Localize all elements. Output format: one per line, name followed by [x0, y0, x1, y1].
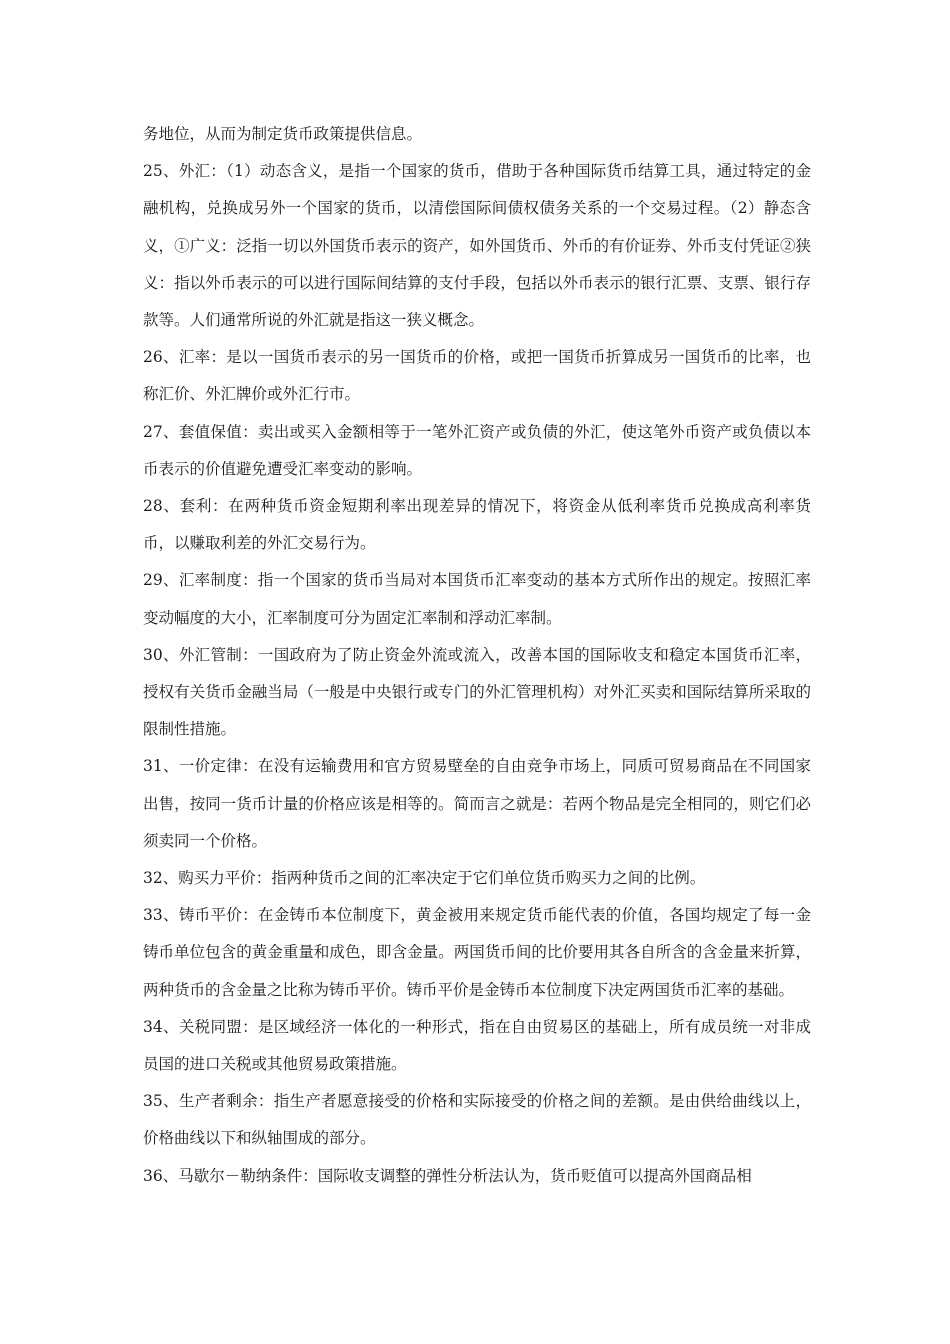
paragraph-30-exchange-control: 30、外汇管制：一国政府为了防止资金外流或流入，改善本国的国际收支和稳定本国货币汇率，授权有关货币金融当局（一般是中央银行或专门的外汇管理机构）对外汇买卖和国际结算所采取的限制性措施。 [143, 645, 811, 739]
paragraph-36-marshall-lerner: 36、马歇尔－勒纳条件：国际收支调整的弹性分析法认为，货币贬值可以提高外国商品相 [143, 1166, 752, 1185]
paragraph-32-purchasing-power-parity: 32、购买力平价：指两种货币之间的汇率决定于它们单位货币购买力之间的比例。 [143, 869, 706, 888]
paragraph-27-hedging: 27、套值保值：卖出或买入金额相等于一笔外汇资产或负债的外汇，使这笔外币资产或负债以本币表示的价值避免遭受汇率变动的影响。 [143, 422, 811, 478]
paragraph-24-end: 务地位，从而为制定货币政策提供信息。 [143, 125, 423, 143]
paragraph-25-foreign-exchange: 25、外汇：（1）动态含义，是指一个国家的货币，借助于各种国际货币结算工具，通过特定的金融机构，兑换成另外一个国家的货币，以清偿国际间债权债务关系的一个交易过程。（2）静态含义，①广义：泛指一切以外国货币表示的资产，如外国货币、外币的有价证券、外币支付凭证②狭义：指以外币表示的可以进行国际间结算的支付手段，包括以外币表示的银行汇票、支票、银行存款等。人们通常所说的外汇就是指这一狭义概念。 [143, 162, 811, 330]
paragraph-31-law-of-one-price: 31、一价定律：在没有运输费用和官方贸易壁垒的自由竞争市场上，同质可贸易商品在不同国家出售，按同一货币计量的价格应该是相等的。简而言之就是：若两个物品是完全相同的，则它们必须卖同一个价格。 [143, 757, 811, 850]
paragraph-33-mint-parity: 33、铸币平价：在金铸币本位制度下，黄金被用来规定货币能代表的价值，各国均规定了每一金铸币单位包含的黄金重量和成色，即含金量。两国货币间的比价要用其各自所含的含金量来折算，两种货币的含金量之比称为铸币平价。铸币平价是金铸币本位制度下决定两国货币汇率的基础。 [143, 906, 811, 999]
document-body [143, 116, 811, 1195]
paragraph-34-customs-union: 34、关税同盟：是区域经济一体化的一种形式，指在自由贸易区的基础上，所有成员统一对非成员国的进口关税或其他贸易政策措施。 [143, 1017, 811, 1074]
paragraph-26-exchange-rate: 26、汇率：是以一国货币表示的另一国货币的价格，或把一国货币折算成另一国货币的比率，也称汇价、外汇牌价或外汇行市。 [143, 348, 811, 404]
paragraph-35-producer-surplus: 35、生产者剩余：指生产者愿意接受的价格和实际接受的价格之间的差额。是由供给曲线以上，价格曲线以下和纵轴围成的部分。 [143, 1092, 811, 1148]
paragraph-29-exchange-rate-regime: 29、汇率制度：指一个国家的货币当局对本国货币汇率变动的基本方式所作出的规定。按照汇率变动幅度的大小，汇率制度可分为固定汇率制和浮动汇率制。 [143, 571, 811, 627]
paragraph-28-arbitrage: 28、套利：在两种货币资金短期利率出现差异的情况下，将资金从低利率货币兑换成高利率货币，以赚取利差的外汇交易行为。 [143, 497, 811, 553]
